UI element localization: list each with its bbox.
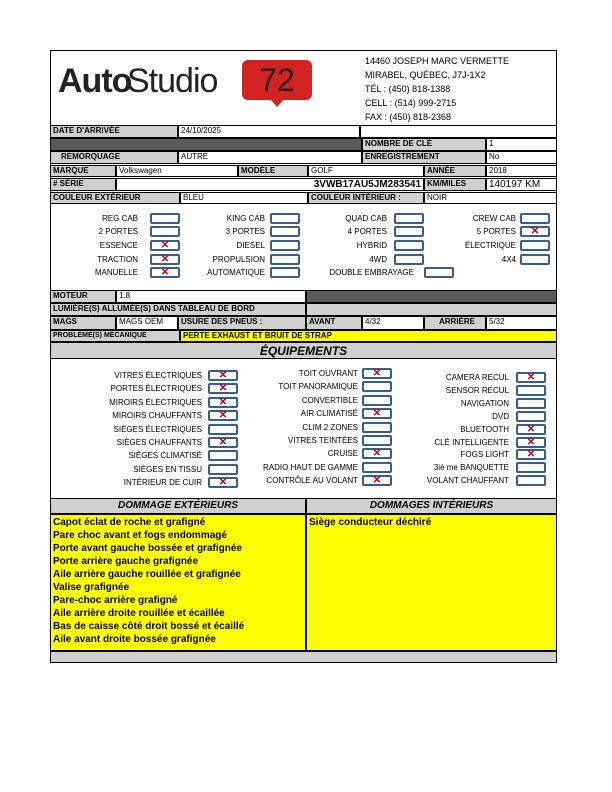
interior-damage-list[interactable] xyxy=(306,514,557,651)
body-option-label: DOUBLE EMBRAYAGE xyxy=(329,268,414,277)
tow-value[interactable]: AUTRE xyxy=(178,151,362,164)
serial-field[interactable] xyxy=(116,178,424,191)
body-option-checkbox[interactable] xyxy=(520,226,550,237)
equipment-label: SIÈGES CLIMATISÉ xyxy=(128,451,202,461)
shaded-cell xyxy=(50,138,362,151)
body-option-checkbox[interactable] xyxy=(270,213,300,224)
equipment-title: ÉQUIPEMENTS xyxy=(259,344,348,358)
equipment-label: MIROIRS CHAUFFANTS xyxy=(112,411,202,421)
body-option-label: ÉLECTRIQUE xyxy=(464,241,516,250)
exterior-damage-item: Pare-choc arrière grafigné xyxy=(53,595,178,606)
check-mark-icon: ✕ xyxy=(160,267,170,278)
interior-damage-item: Siège conducteur déchiré xyxy=(309,517,432,528)
registration-value[interactable]: No xyxy=(486,151,557,164)
registration-label: ENREGISTREMENT xyxy=(362,151,486,164)
equipment-label: PORTES ÉLECTRIQUES xyxy=(110,384,202,394)
equipment-checkbox[interactable] xyxy=(208,370,238,381)
equipment-checkbox[interactable] xyxy=(516,372,546,383)
tire-wear-label: USURE DES PNEUS : xyxy=(178,316,306,330)
body-option-checkbox[interactable] xyxy=(270,254,300,265)
engine-value[interactable]: 1.8 xyxy=(116,290,306,303)
cell-line: CELL : (514) 999-2715 xyxy=(365,98,457,108)
logo-badge-tail xyxy=(270,99,284,107)
body-option-label: 4X4 xyxy=(501,255,516,264)
equipment-label: MIROIRS ÉLECTRIQUES xyxy=(109,397,202,407)
logo-auto-text: Auto xyxy=(58,62,132,100)
mechanical-label: PROBLÈME(S) MÉCANIQUE xyxy=(50,330,180,342)
tow-label: REMORQUAGE xyxy=(50,151,178,164)
body-option-label: MANUELLE xyxy=(94,268,138,277)
ext-color-label: COULEUR EXTÉRIEUR xyxy=(50,192,180,204)
equipment-checkbox[interactable] xyxy=(208,410,238,421)
exterior-damage-item: Valise grafignée xyxy=(53,582,130,593)
equipment-checkbox[interactable] xyxy=(362,462,392,473)
body-option-label: 2 PORTES xyxy=(98,227,138,236)
address-line: MIRABEL, QUÉBEC, J7J-1X2 xyxy=(365,70,486,80)
equipment-label: RADIO HAUT DE GAMME xyxy=(263,462,358,472)
equipment-label: SIÈGES ÉLECTRIQUES xyxy=(113,424,202,434)
keys-label: NOMBRE DE CLÉ xyxy=(362,138,486,151)
equipment-checkbox[interactable] xyxy=(516,475,546,486)
rear-value[interactable]: 5/32 xyxy=(486,316,557,330)
body-option-checkbox[interactable] xyxy=(270,240,300,251)
exterior-damage-item: Aile avant droite bossée grafignée xyxy=(53,634,216,645)
body-option-label: ESSENCE xyxy=(99,241,138,250)
equipment-label: VITRES ÉLECTRIQUES xyxy=(114,371,202,380)
equipment-checkbox[interactable] xyxy=(362,381,392,392)
equipment-checkbox[interactable] xyxy=(208,397,238,408)
body-option-checkbox[interactable] xyxy=(270,226,300,237)
model-label: MODÈLE xyxy=(238,165,308,177)
equipment-checkbox[interactable] xyxy=(516,437,546,448)
exterior-damage-item: Bas de caisse côté droit bossé et écaillé xyxy=(53,621,245,632)
equipment-label: SIÈGES EN TISSU xyxy=(133,464,202,474)
check-mark-icon: ✕ xyxy=(372,448,382,460)
check-mark-icon: ✕ xyxy=(160,240,170,251)
equipment-label: CONTRÔLE AU VOLANT xyxy=(266,476,358,486)
body-options-section xyxy=(50,204,557,290)
body-option-label: QUAD CAB xyxy=(345,214,387,223)
equipment-checkbox[interactable] xyxy=(516,385,546,396)
year-value[interactable]: 2018 xyxy=(486,165,557,177)
check-mark-icon: ✕ xyxy=(218,437,228,448)
exterior-damage-item: Capot éclat de roche et grafigné xyxy=(53,517,206,528)
logo-badge xyxy=(242,60,312,100)
body-option-checkbox[interactable] xyxy=(150,240,180,251)
check-mark-icon: ✕ xyxy=(218,477,228,489)
body-option-label: AUTOMATIQUE xyxy=(207,268,265,277)
logo-studio-text: Studio xyxy=(127,62,218,100)
model-value[interactable]: GOLF xyxy=(308,165,424,177)
year-label: ANNÉE xyxy=(424,165,486,177)
check-mark-icon: ✕ xyxy=(372,475,382,487)
body-option-checkbox[interactable] xyxy=(520,254,550,265)
body-option-checkbox[interactable] xyxy=(520,213,550,224)
body-option-checkbox[interactable] xyxy=(270,267,300,278)
equipment-checkbox[interactable] xyxy=(362,422,392,433)
body-option-label: REG CAB xyxy=(101,214,138,223)
blank-cell xyxy=(360,125,557,138)
equipment-checkbox[interactable] xyxy=(208,464,238,475)
equipment-label: VOLANT CHAUFFANT xyxy=(426,476,509,486)
equipment-checkbox[interactable] xyxy=(516,398,546,409)
body-option-label: CREW CAB xyxy=(472,214,516,223)
check-mark-icon: ✕ xyxy=(160,254,170,265)
exterior-damage-item: Aile arrière gauche rouillée et grafignée xyxy=(53,569,241,580)
body-option-checkbox[interactable] xyxy=(150,226,180,237)
serial-value: 3VWB17AU5JM283541 xyxy=(313,179,421,190)
mechanical-value[interactable]: PERTE EXHAUST ET BRUIT DE STRAP xyxy=(180,330,557,342)
body-option-checkbox[interactable] xyxy=(520,240,550,251)
exterior-damage-item: Pare choc avant et fogs endommagé xyxy=(53,530,227,541)
dashboard-lights-label: LUMIÈRE(S) ALLUMÉE(S) DANS TABLEAU DE BORD xyxy=(50,303,306,316)
check-mark-icon: ✕ xyxy=(218,370,228,381)
equipment-label: INTÉRIEUR DE CUIR xyxy=(123,478,202,488)
equipment-checkbox[interactable] xyxy=(362,368,392,379)
rear-label: ARRIÈRE xyxy=(424,316,486,330)
equipment-checkbox[interactable] xyxy=(208,477,238,488)
make-value[interactable]: Volkswagen xyxy=(116,165,238,177)
check-mark-icon: ✕ xyxy=(526,372,536,383)
body-option-checkbox[interactable] xyxy=(394,213,424,224)
km-value[interactable]: 140197 KM xyxy=(486,178,557,191)
body-option-label: 4 PORTES xyxy=(347,227,387,236)
equipment-checkbox[interactable] xyxy=(362,408,392,419)
date-label: DATE D'ARRIVÉE xyxy=(50,125,178,138)
equipment-label: NAVIGATION xyxy=(460,398,509,408)
equipment-label: TOIT OUVRANT xyxy=(298,369,358,378)
equipment-label: CRUISE xyxy=(327,449,358,459)
body-option-label: PROPULSION xyxy=(212,255,265,264)
equipment-label: CLÉ INTELLIGENTE xyxy=(434,437,509,447)
equipment-checkbox[interactable] xyxy=(516,462,546,473)
equipment-label: 3iè me BANQUETTE xyxy=(433,463,509,473)
logo-badge-number: 72 xyxy=(259,62,295,98)
footer-bar xyxy=(50,651,557,663)
address-block xyxy=(365,54,555,124)
check-mark-icon: ✕ xyxy=(372,368,382,379)
make-label: MARQUE xyxy=(50,165,116,177)
equipment-label: SIÈGES CHAUFFANTS xyxy=(116,438,202,447)
equipment-checkbox[interactable] xyxy=(208,383,238,394)
logo xyxy=(58,58,318,118)
body-option-label: 3 PORTES xyxy=(225,227,265,236)
equipment-checkbox[interactable] xyxy=(516,424,546,435)
date-value[interactable]: 24/10/2025 xyxy=(178,125,360,138)
equipment-label: FOGS LIGHT xyxy=(460,450,509,460)
interior-damage-title: DOMMAGES INTÉRIEURS xyxy=(306,498,557,514)
serial-label: # SÉRIE xyxy=(50,178,116,191)
ext-color-value[interactable]: BLEU xyxy=(180,192,308,204)
keys-value[interactable]: 1 xyxy=(486,138,557,151)
equipment-label: TOIT PANORAMIQUE xyxy=(278,382,358,392)
body-option-checkbox[interactable] xyxy=(394,240,424,251)
check-mark-icon: ✕ xyxy=(526,436,536,448)
check-mark-icon: ✕ xyxy=(530,226,540,237)
engine-label: MOTEUR xyxy=(50,290,116,303)
body-option-label: TRACTION xyxy=(97,255,138,264)
equipment-checkbox[interactable] xyxy=(208,424,238,435)
body-option-checkbox[interactable] xyxy=(424,267,454,278)
body-option-checkbox[interactable] xyxy=(394,254,424,265)
mags-value[interactable]: MAGS OEM xyxy=(116,316,178,330)
body-option-label: 5 PORTES xyxy=(476,227,516,236)
equipment-checkbox[interactable] xyxy=(362,435,392,446)
body-option-label: KING CAB xyxy=(226,214,265,223)
exterior-damage-item: Porte avant gauche bossée et grafignée xyxy=(53,543,242,554)
int-color-value[interactable]: NOIR xyxy=(424,192,557,204)
check-mark-icon: ✕ xyxy=(526,423,536,435)
exterior-damage-item: Aile arrière droite rouillée et écaillée xyxy=(53,608,225,619)
fax-line: FAX : (450) 818-2368 xyxy=(365,112,452,122)
equipment-label: AIR CLIMATISÉ xyxy=(300,409,358,419)
phone-line: TÉL : (450) 818-1388 xyxy=(365,84,451,94)
equipment-label: CONVERTIBLE xyxy=(301,395,358,405)
body-option-checkbox[interactable] xyxy=(150,213,180,224)
body-option-checkbox[interactable] xyxy=(150,254,180,265)
check-mark-icon: ✕ xyxy=(372,408,382,420)
front-label: AVANT xyxy=(306,316,362,330)
mags-label: MAGS xyxy=(50,316,116,330)
front-value[interactable]: 4/32 xyxy=(362,316,424,330)
body-option-checkbox[interactable] xyxy=(150,267,180,278)
equipment-section xyxy=(50,359,557,496)
equipment-label: DVD xyxy=(492,411,509,421)
equipment-checkbox[interactable] xyxy=(208,450,238,461)
equipment-title-bar xyxy=(50,342,557,359)
exterior-damage-item: Porte arrière gauche grafignée xyxy=(53,556,199,567)
equipment-checkbox[interactable] xyxy=(208,437,238,448)
equipment-label: VITRES TEINTÉES xyxy=(287,436,358,445)
equipment-label: SENSOR RECUL xyxy=(445,385,509,395)
equipment-label: CAMERA RECUL xyxy=(445,373,509,382)
equipment-checkbox[interactable] xyxy=(362,475,392,486)
check-mark-icon: ✕ xyxy=(218,383,228,395)
int-color-label: COULEUR INTÉRIEUR : xyxy=(308,192,424,204)
check-mark-icon: ✕ xyxy=(526,449,536,461)
km-label: KM/MILES xyxy=(424,178,486,191)
equipment-label: CLIM 2 ZONES xyxy=(302,422,358,432)
body-option-label: HYBRID xyxy=(356,241,387,250)
body-option-checkbox[interactable] xyxy=(394,226,424,237)
body-option-label: 4WD xyxy=(369,255,387,264)
exterior-damage-title: DOMMAGE EXTÉRIEURS xyxy=(50,498,306,514)
equipment-checkbox[interactable] xyxy=(362,448,392,459)
body-option-label: DIESEL xyxy=(236,241,265,250)
equipment-checkbox[interactable] xyxy=(362,395,392,406)
exterior-damage-list[interactable] xyxy=(50,514,306,651)
equipment-label: BLUETOOTH xyxy=(460,424,509,434)
equipment-checkbox[interactable] xyxy=(516,411,546,422)
address-line: 14460 JOSEPH MARC VERMETTE xyxy=(365,56,510,66)
equipment-checkbox[interactable] xyxy=(516,449,546,460)
dashboard-lights-value[interactable] xyxy=(306,303,557,316)
shaded-cell xyxy=(306,290,557,303)
check-mark-icon: ✕ xyxy=(218,396,228,408)
check-mark-icon: ✕ xyxy=(218,410,228,422)
